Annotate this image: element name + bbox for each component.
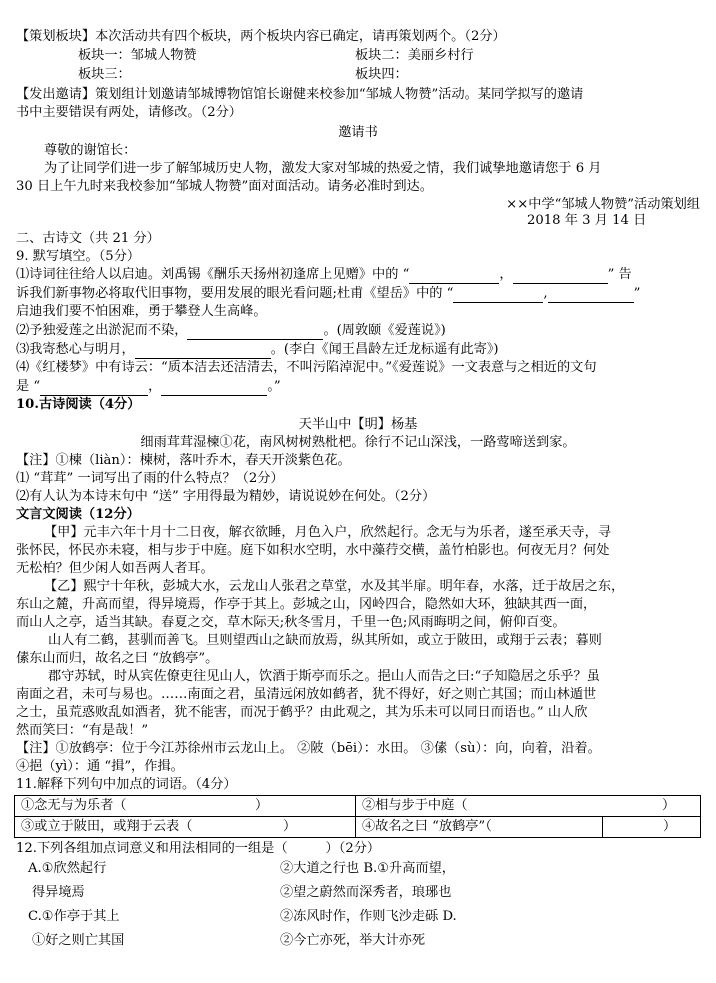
q9-line-4 — [16, 322, 700, 340]
q9-l7-text-a: 是 “ — [16, 379, 41, 394]
classical-title: 文言文阅读（12分） — [16, 507, 140, 522]
q12-option-c-2: ②冻风时作，作则飞沙走砾 D. — [280, 909, 457, 924]
q11-cell-3[interactable] — [14, 816, 356, 838]
plan-intro: 【策划板块】本次活动共有四个板块，两个板块内容已确定，请再策划两个。（2分） — [16, 29, 506, 44]
q9-line-6: ⑷《红楼梦》中有诗云：“质本洁去还洁清去，不叫污陷淖泥中。”《爱莲说》一文表意与之相近的文句 — [16, 360, 597, 375]
answer-blank[interactable] — [187, 325, 323, 340]
invite-question-2: 书中主要错误有两处，请修改。（2分） — [16, 105, 242, 120]
q9-l1-text-a: ⑴诗词往往给人以启迪。刘禹锡《酬乐天扬州初逢席上见赠》中的 “ — [16, 267, 410, 282]
answer-blank[interactable] — [453, 288, 543, 303]
q9-line-1 — [16, 266, 700, 284]
q9-line-2 — [16, 285, 700, 303]
poem-title: 天半山中【明】杨基 — [298, 417, 418, 432]
plan-block-4: 板块四： — [355, 67, 408, 82]
passage-yi-3: 而山人之亭，适当其缺。春夏之交，草木际天;秋冬雪月，千里一色;风雨晦明之间，俯仰百变。 — [16, 615, 566, 630]
answer-blank[interactable] — [409, 269, 499, 284]
invite-body-1: 为了让同学们进一步了解邹城历史人物，激发大家对邹城的热爱之情，我们诚挚地邀请您于 6 月 — [44, 161, 602, 176]
classical-note-2: ④挹（yì）：通 “揖”，作揖。 — [16, 759, 184, 774]
q12-title-text: 12.下列各组加点词意义和用法相同的一组是（ — [16, 841, 288, 856]
plan-block-1: 板块一：邹城人物赞 — [78, 48, 197, 63]
q11-item-4: ④故名之曰 “放鹤亭”（ — [362, 819, 492, 834]
poem-question-2: ⑵有人认为本诗末句中 “送” 字用得最为精妙，请说说妙在何处。（2分） — [16, 489, 436, 504]
plan-block-2: 板块二：美丽乡村行 — [355, 48, 474, 63]
q12-option-d-2: ②今亡亦死，举大计亦死 — [280, 933, 426, 948]
section-2-title: 二、古诗文（共 21 分） — [16, 231, 160, 246]
invite-title: 邀请书 — [338, 125, 378, 140]
q11-item-2: ②相与步于中庭（ — [362, 798, 468, 813]
q11-cell-1[interactable] — [14, 795, 356, 817]
passage-yi-9: 然而笑曰：“有是哉！” — [16, 723, 149, 738]
passage-jia-1: 【甲】元丰六年十月十二日夜，解衣欲睡，月色入户，欣然起行。念无与为乐者，遂至承天寺，寻 — [44, 525, 612, 540]
q12-option-b-1: 得异境焉 — [32, 885, 85, 900]
answer-blank[interactable] — [135, 344, 271, 359]
q9-l4-text-a: ⑵予独爱莲之出淤泥而不染， — [16, 323, 188, 338]
passage-yi-4: 山人有二鹤，甚驯而善飞。旦则望西山之缺而放焉，纵其所如，或立于陂田，或翔于云表；暮则 — [48, 633, 602, 648]
q11-close-2: ） — [662, 798, 676, 813]
q11-close-4: ） — [663, 819, 677, 834]
passage-jia-2: 张怀民，怀民亦未寝，相与步于中庭。庭下如积水空明，水中藻荇交横，盖竹柏影也。何夜无月？何处 — [16, 543, 610, 558]
q11-item-1: ①念无与为乐者（ — [21, 798, 127, 813]
q12-option-b-2: ②望之蔚然而深秀者，琅琊也 — [280, 885, 452, 900]
answer-blank[interactable] — [161, 381, 267, 396]
poem-text: 细雨茸茸湿楝①花，南风树树熟枇杷。徐行不记山深浅，一路莺啼送到家。 — [140, 435, 576, 450]
q9-l2-text-b: , — [543, 286, 548, 301]
question-9-title: 9. 默写填空。（5分） — [16, 249, 141, 264]
q9-line-5 — [16, 341, 700, 359]
question-11-title: 11.解释下列句中加点的词语。（4分） — [16, 777, 237, 792]
invite-date: 2018 年 3 月 14 日 — [527, 213, 647, 228]
q11-cell-4[interactable] — [355, 816, 603, 838]
q9-line-7 — [16, 378, 700, 396]
poem-question-1: ⑴ “茸茸” 一词写出了雨的什么特点？（2分） — [16, 471, 284, 486]
question-10-title: 10.古诗阅读（4分） — [16, 397, 141, 412]
invite-signature: ××中学“邹城人物赞”活动策划组 — [506, 197, 700, 212]
q9-l1-text-c: ” 告 — [607, 267, 632, 282]
q9-l7-text-c: 。” — [267, 379, 281, 394]
passage-yi-6: 郡守苏轼，时从宾佐僚吏往见山人，饮酒于斯亭而乐之。挹山人而告之曰:“子知隐居之乐乎？虽 — [48, 669, 600, 684]
q9-l4-text-b: 。(周敦颐《爱莲说》) — [323, 323, 446, 338]
q9-l7-text-b: ， — [148, 379, 162, 394]
passage-yi-7: 南面之君，未可与易也。……南面之君，虽清远闲放如鹤者，犹不得好，好之则亡其国；而山林遁世 — [16, 687, 597, 702]
q12-score: ）（2分） — [325, 841, 381, 856]
invite-greeting: 尊敬的谢馆长： — [44, 143, 137, 158]
passage-yi-2: 东山之麓，升高而望，得异境焉，作亭于其上。彭城之山，冈岭四合，隐然如大环，独缺其西一面， — [16, 597, 597, 612]
passage-yi-8: 之士，虽荒惑败乱如酒者，犹不能害，而况于鹤乎？由此观之，其为乐未可以同日而语也。” 山人欣 — [16, 705, 588, 720]
passage-jia-3: 无松柏？但少闲人如吾两人者耳。 — [16, 561, 214, 576]
question-12-title — [16, 840, 700, 858]
answer-blank[interactable] — [548, 288, 634, 303]
q9-l2-text-a: 诉我们新事物必将取代旧事物，要用发展的眼光看问题;杜甫《望岳》中的 “ — [16, 286, 454, 301]
q9-line-3: 启迪我们要不怕困难，勇于攀登人生高峰。 — [16, 304, 267, 319]
q11-cell-4-close[interactable] — [602, 816, 701, 838]
q12-option-d-1: ①好之则亡其国 — [32, 933, 125, 948]
q11-close-3: ） — [283, 819, 297, 834]
q12-option-a-1: A.①欣然起行 — [28, 861, 107, 876]
invite-body-2: 30 日上午九时来我校参加“邹城人物赞”面对面活动。请务必准时到达。 — [16, 179, 433, 194]
plan-block-3: 板块三： — [78, 67, 131, 82]
q11-close-1: ） — [255, 798, 269, 813]
q11-cell-2[interactable] — [355, 795, 701, 817]
passage-yi-1: 【乙】熙宁十年秋，彭城大水，云龙山人张君之草堂，水及其半扉。明年春，水落，迁于故居之东， — [44, 579, 625, 594]
classical-note-1: 【注】①放鹤亭：位于今江苏徐州市云龙山上。 ②陂（bēi）：水田。 ③傃（sù）：向，向着，沿着。 — [16, 741, 601, 756]
invite-question-1: 【发出邀请】策划组计划邀请邹城博物馆馆长谢健来校参加“邹城人物赞”活动。某同学拟写的邀请 — [16, 87, 584, 102]
answer-blank[interactable] — [513, 269, 608, 284]
q9-l1-text-b: ， — [499, 267, 513, 282]
q12-option-a-2: ②大道之行也 B.①升高而望， — [280, 861, 455, 876]
poem-note: 【注】①楝（liàn）：楝树，落叶乔木，春天开淡紫色花。 — [16, 453, 351, 468]
passage-yi-5: 傃东山而归，故名之曰 “放鹤亭”。 — [16, 651, 219, 666]
q11-item-3: ③或立于陂田，或翔于云表（ — [21, 819, 193, 834]
answer-blank[interactable] — [40, 381, 148, 396]
q9-l5-text-a: ⑶我寄愁心与明月， — [16, 342, 135, 357]
q9-l2-text-c: ” — [633, 286, 641, 301]
q12-option-c-1: C.①作亭于其上 — [28, 909, 120, 924]
q9-l5-text-b: 。(李白《闻王昌龄左迁龙标遥有此寄》) — [270, 342, 499, 357]
